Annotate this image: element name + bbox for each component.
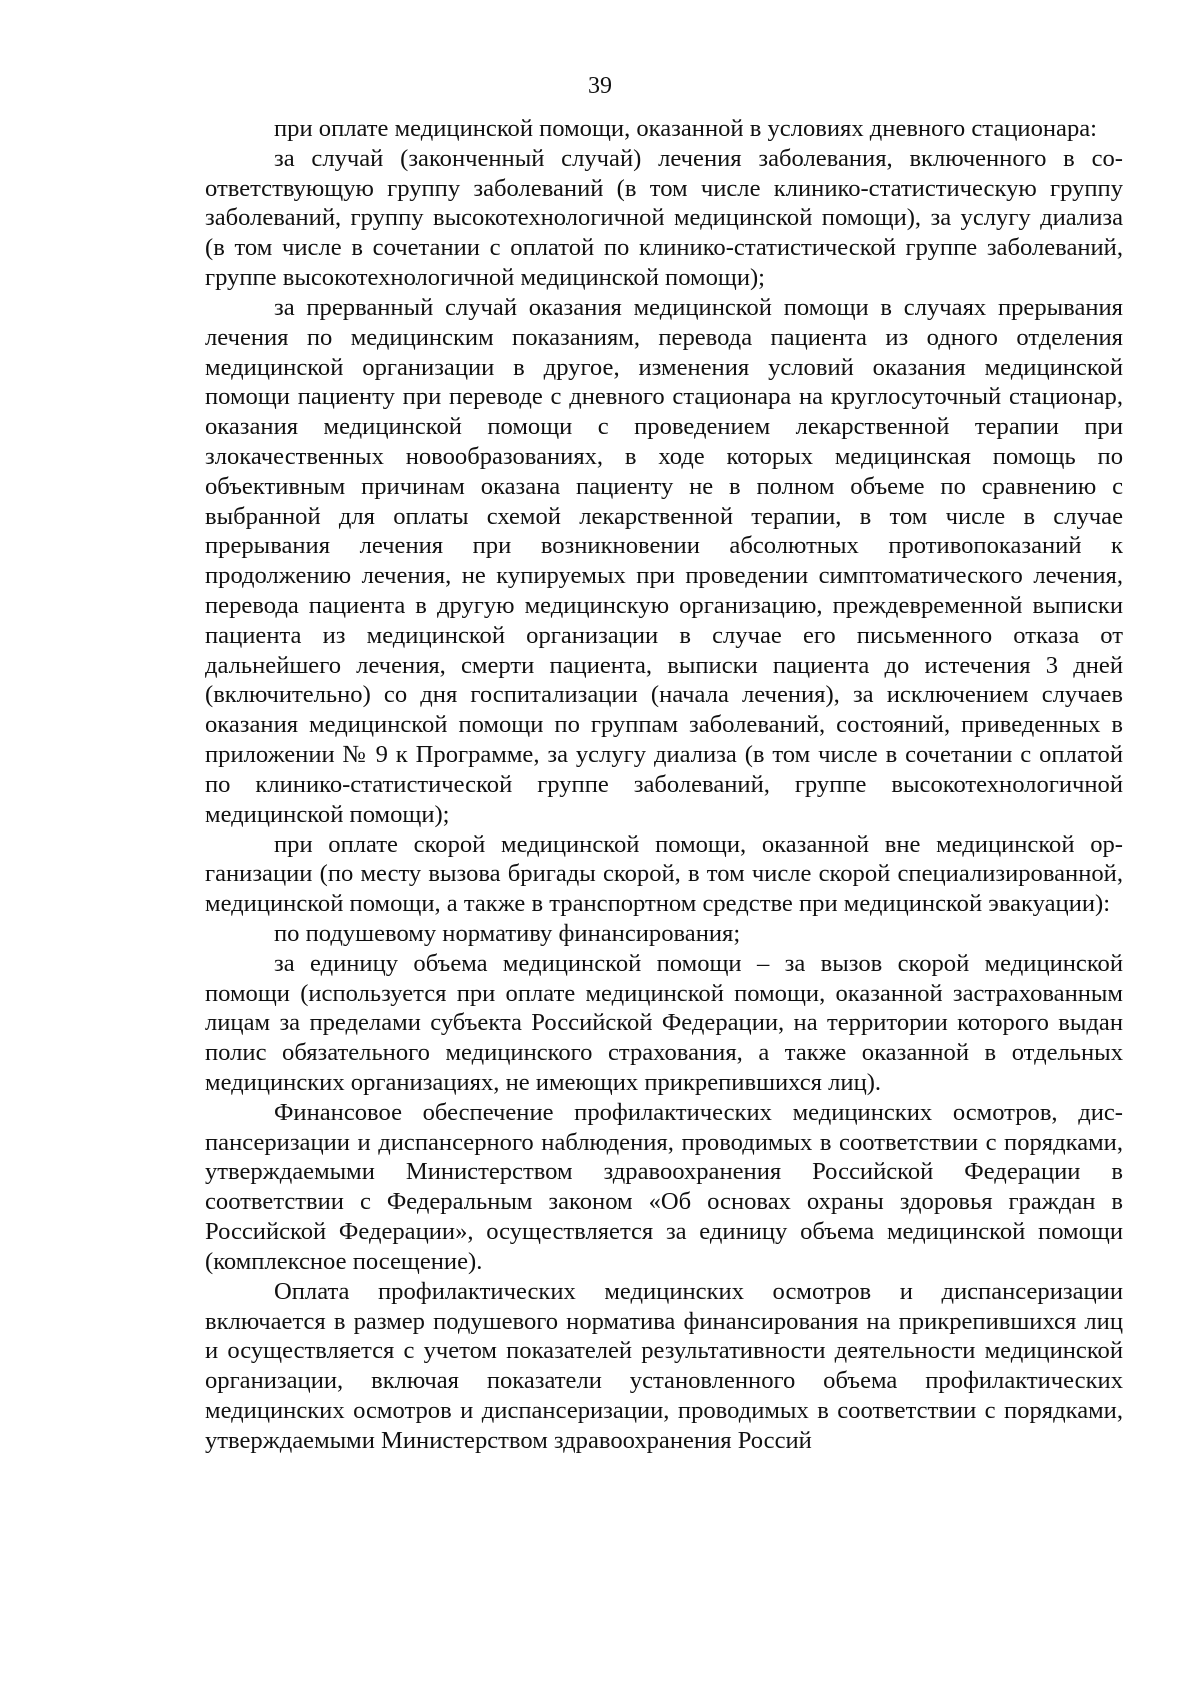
page-number: 39 [588,73,612,99]
paragraph-preventive-exams-financing: Финансовое обеспечение профилактических медицинских осмотров, диспансеризации и диспансерного наблюдения, проводимых в соответствии с порядками, утверждаемыми Министерством здравоохранения Российской Федерации в соответствии с Федеральным законом «Об основах охраны здоровья граждан в Российской Федерации», осуществляется за единицу объема медицинской помощи (комплексное посещение). [205,1098,1123,1275]
paragraph-per-call-unit: за единицу объема медицинской помощи – за вызов скорой медицинской помощи (используется при оплате медицинской помощи, оказанной застрахованным лицам за пределами субъекта Российской Федерации, на территории которого выдан полис обязательного медицинского страхования, а также оказанной в отдельных медицинских организациях, не имеющих прикрепившихся лиц). [205,949,1123,1096]
document-body [205,114,1123,1456]
paragraph-day-hospital-payment: при оплате медицинской помощи, оказанной в условиях дневного стационара: [274,115,1098,142]
paragraph-preventive-exams-payment: Оплата профилактических медицинских осмотров и диспансеризации включается в размер подушевого норматива финансирования на прикрепившихся лиц и осуществляется с учетом показателей результативности деятельности медицинской организации, включая показатели установленного объема профилактических медицинских осмотров и диспансеризации, проводимых в соответствии с порядками, утверждаемыми Министерством здравоохранения Россий [205,1277,1123,1454]
paragraph-completed-case: за случай (законченный случай) лечения заболевания, включенного в соответствующую группу заболеваний (в том числе клинико-статистическую группу заболеваний, группу высокотехнологичной медицинской помощи), за услугу диализа (в том числе в сочетании с оплатой по клинико-статистической группе заболеваний, группе высокотехнологичной медицинской помощи); [205,144,1123,292]
paragraph-interrupted-case: за прерванный случай оказания медицинской помощи в случаях прерывания лечения по медицинским показаниям, перевода пациента из одного отделения медицинской организации в другое, изменения условий оказания медицинской помощи пациенту при переводе с дневного стационара на круглосуточный стационар, оказания медицинской помощи с проведением лекарственной терапии при злокачественных новообразованиях, в ходе которых медицинская помощь по объективным причинам оказана пациенту не в полном объеме по сравнению с выбранной для оплаты схемой лекарственной терапии, в том числе в случае прерывания лечения при возникновении абсолютных противопоказаний к продолжению лечения, не купируемых при проведении симптоматического лечения, перевода пациента в другую медицинскую организацию, преждевременной выписки пациента из медицинской организации в случае его письменного отказа от дальнейшего лечения, смерти пациента, выписки пациента до истечения 3 дней (включительно) со дня госпитализации (начала лечения), за исключением случаев оказания медицинской помощи по группам заболеваний, состояний, приведенных в приложении № 9 к Программе, за услугу диализа (в том числе в сочетании с оплатой по клинико-статистической группе заболеваний, группе высокотехнологичной медицинской помощи); [205,293,1123,828]
paragraph-emergency-care-payment: при оплате скорой медицинской помощи, оказанной вне медицинской организации (по месту вызова бригады скорой, в том числе скорой специализированной, медицинской помощи, а также в транспортном средстве при медицинской эвакуации): [205,830,1123,918]
paragraph-per-capita-standard: по подушевому нормативу финансирования; [274,919,741,947]
